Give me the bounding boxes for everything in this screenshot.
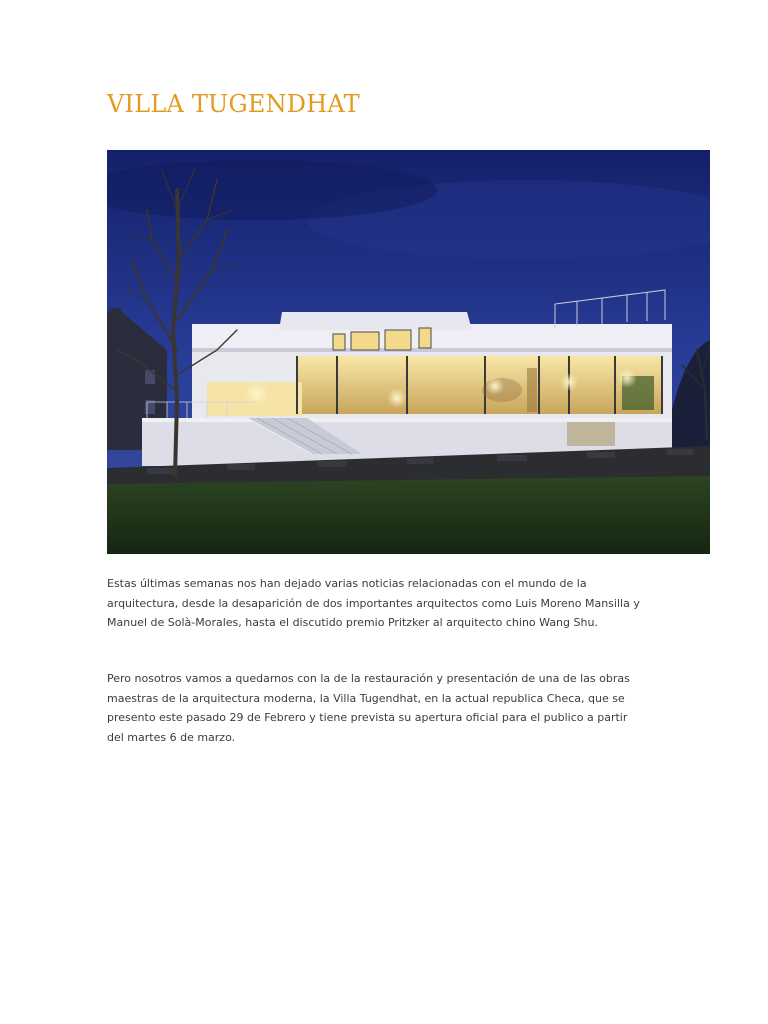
paragraph-intro [107, 574, 667, 633]
paragraph-line: presento este pasado 29 de Febrero y tiene prevista su apertura oficial para el publico a partir [107, 711, 628, 724]
villa-photo [107, 150, 710, 554]
paragraph-line: maestras de la arquitectura moderna, la Villa Tugendhat, en la actual republica Checa, que se [107, 691, 625, 705]
villa-photo-illustration [107, 150, 710, 554]
paragraph-line: del martes 6 de marzo. [107, 730, 236, 744]
paragraph-restoration [107, 669, 667, 747]
paragraph-line: Manuel de Solà-Morales, hasta el discutido premio Pritzker al arquitecto chino Wang Shu. [107, 616, 598, 629]
paragraph-line: arquitectura, desde la desaparición de dos importantes arquitectos como Luis Moreno Mansilla y [107, 596, 640, 610]
paragraph-line: Estas últimas semanas nos han dejado varias noticias relacionadas con el mundo de la [107, 577, 587, 590]
paragraph-line: Pero nosotros vamos a quedarnos con la de la restauración y presentación de una de las obras [107, 672, 630, 685]
page-title: VILLA TUGENDHAT [107, 90, 360, 118]
